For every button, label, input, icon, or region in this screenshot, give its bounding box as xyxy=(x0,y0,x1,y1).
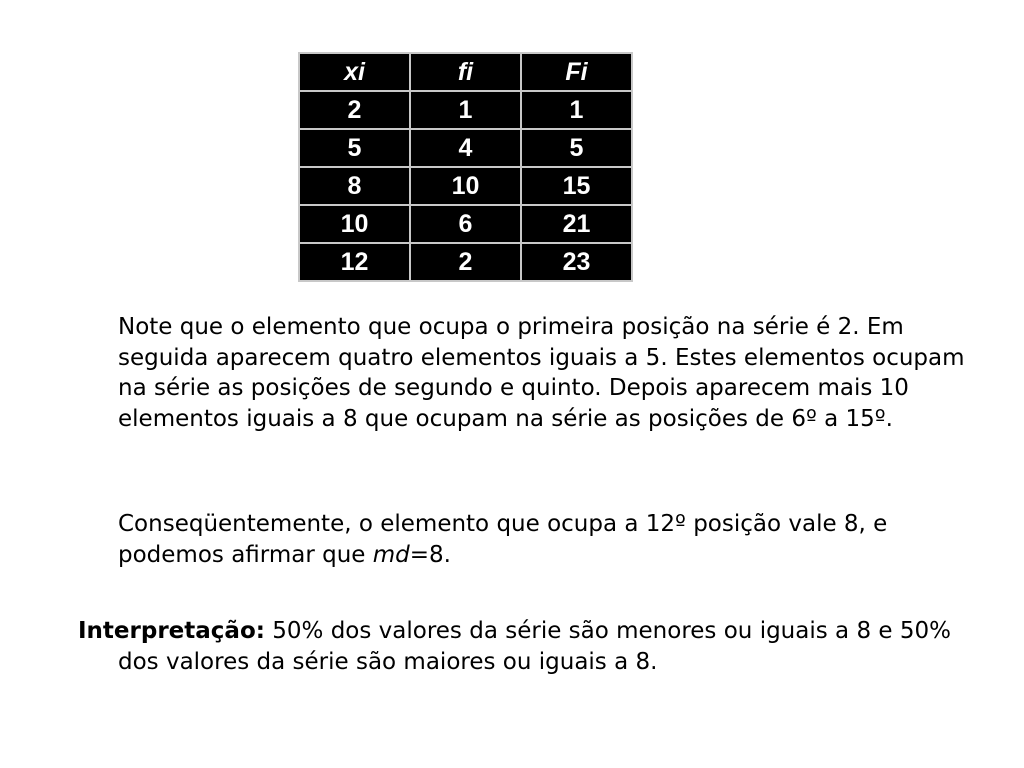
table-row xyxy=(299,129,632,167)
conclusion-text: Conseqüentemente, o elemento que ocupa a 12º posição vale 8, e podemos afirmar que xyxy=(118,511,888,568)
table-row xyxy=(299,243,632,281)
interpretation-text: 50% dos valores da série são menores ou iguais a 8 e 50% dos valores da série são maiores ou iguais a 8. xyxy=(118,618,951,675)
frequency-table xyxy=(298,52,633,282)
table-row xyxy=(299,91,632,129)
table-cell: 4 xyxy=(410,129,521,167)
table-cell: 5 xyxy=(521,129,632,167)
column-header-Fi: Fi xyxy=(521,53,632,91)
table-header-row xyxy=(299,53,632,91)
table-cell: 6 xyxy=(410,205,521,243)
table-cell: 10 xyxy=(299,205,410,243)
table-cell: 10 xyxy=(410,167,521,205)
table-cell: 2 xyxy=(410,243,521,281)
column-header-fi: fi xyxy=(410,53,521,91)
conclusion-value: =8. xyxy=(409,541,451,568)
median-symbol: md xyxy=(372,541,410,568)
table-cell: 21 xyxy=(521,205,632,243)
table-cell: 23 xyxy=(521,243,632,281)
table-cell: 15 xyxy=(521,167,632,205)
explanation-paragraph: Note que o elemento que ocupa o primeira posição na série é 2. Em seguida aparecem quatro elementos iguais a 5. Estes elementos ocupam na série as posições de segundo e quinto. Depois aparecem mais 10 elementos iguais a 8 que ocupam na série as posições de 6º a 15º. xyxy=(118,314,965,432)
table-cell: 8 xyxy=(299,167,410,205)
table-row xyxy=(299,205,632,243)
interpretation-label: Interpretação: xyxy=(78,618,265,644)
table-cell: 1 xyxy=(410,91,521,129)
conclusion-paragraph xyxy=(118,509,998,570)
table-cell: 2 xyxy=(299,91,410,129)
table-cell: 1 xyxy=(521,91,632,129)
column-header-xi: xi xyxy=(299,53,410,91)
interpretation-paragraph xyxy=(78,616,998,677)
table-row xyxy=(299,167,632,205)
table-cell: 5 xyxy=(299,129,410,167)
table-cell: 12 xyxy=(299,243,410,281)
